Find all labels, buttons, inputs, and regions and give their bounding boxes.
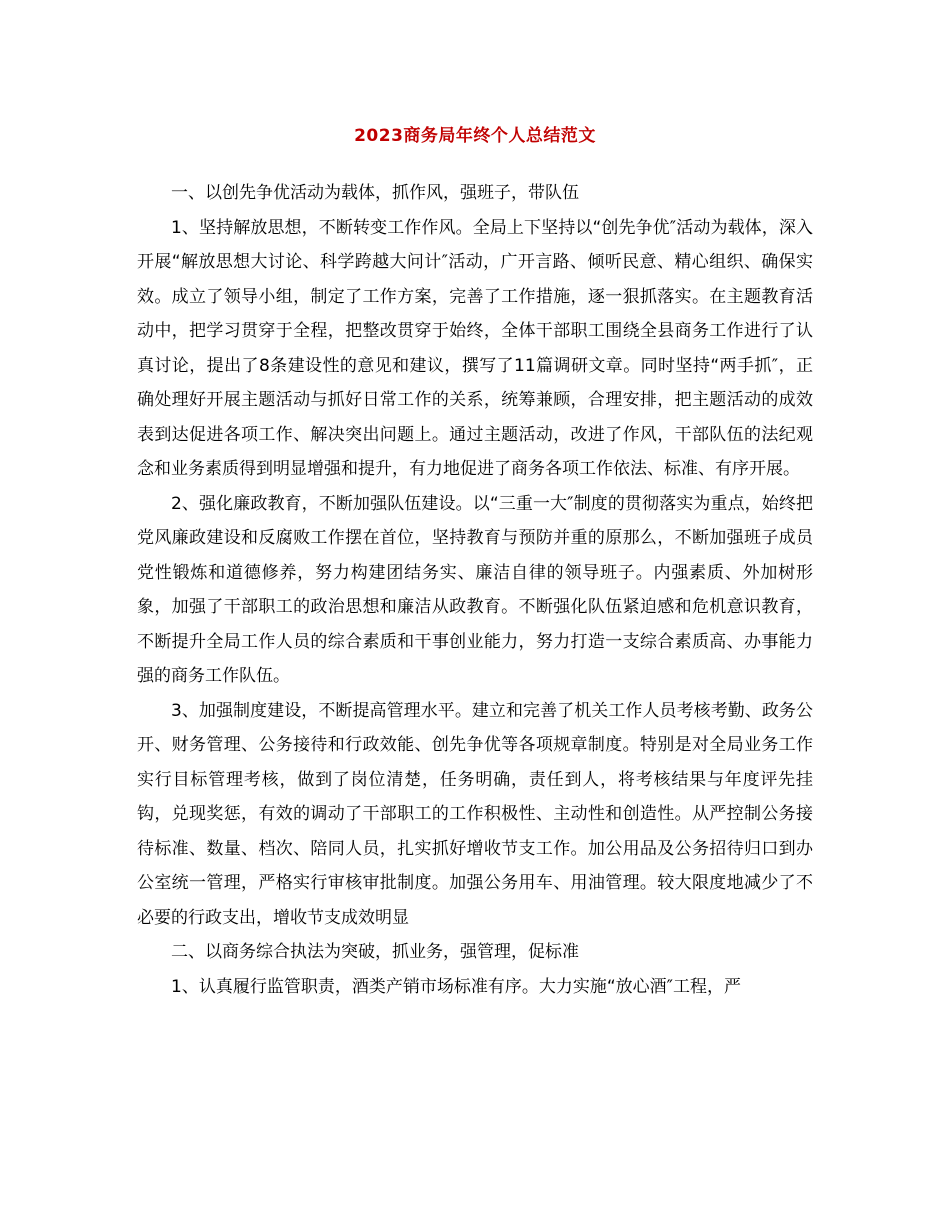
paragraph-1-3: 3、加强制度建设，不断提高管理水平。建立和完善了机关工作人员考核考勤、政务公开、财务管理、公务接待和行政效能、创先争优等各项规章制度。特别是对全局业务工作实行目标管理考核，做到了岗位清楚，任务明确，责任到人，将考核结果与年度评先挂钩，兑现奖惩，有效的调动了干部职工的工作积极性、主动性和创造性。从严控制公务接待标准、数量、档次、陪同人员，扎实抓好增收节支工作。加公用品及公务招待归口到办公室统一管理，严格实行审核审批制度。加强公务用车、用油管理。较大限度地减少了不必要的行政支出，增收节支成效明显 (137, 700, 813, 928)
paragraph-1-2: 2、强化廉政教育，不断加强队伍建设。以“三重一大″制度的贯彻落实为重点，始终把党风廉政建设和反腐败工作摆在首位，坚持教育与预防并重的原那么，不断加强班子成员党性锻炼和道德修养，努力构建团结务实、廉洁自律的领导班子。内强素质、外加树形象，加强了干部职工的政治思想和廉洁从政教育。不断强化队伍紧迫感和危机意识教育，不断提升全局工作人员的综合素质和干事创业能力，努力打造一支综合素质高、办事能力强的商务工作队伍。 (137, 493, 813, 686)
section-heading-1: 一、以创先争优活动为载体，抓作风，强班子，带队伍 (171, 183, 579, 203)
section-heading-2: 二、以商务综合执法为突破，抓业务，强管理，促标准 (171, 942, 579, 962)
paragraph-1-1: 1、坚持解放思想，不断转变工作作风。全局上下坚持以“创先争优″活动为载体，深入开展“解放思想大讨论、科学跨越大问计″活动，广开言路、倾听民意、精心组织、确保实效。成立了领导小组，制定了工作方案，完善了工作措施，逐一狠抓落实。在主题教育活动中，把学习贯穿于全程，把整改贯穿于始终，全体干部职工围绕全县商务工作进行了认真讨论，提出了8条建设性的意见和建议，撰写了11篇调研文章。同时坚持“两手抓″，正确处理好开展主题活动与抓好日常工作的关系，统筹兼顾，合理安排，把主题活动的成效表到达促进各项工作、解决突出问题上。通过主题活动，改进了作风，干部队伍的法纪观念和业务素质得到明显增强和提升，有力地促进了商务各项工作依法、标准、有序开展。 (137, 217, 813, 479)
document-title: 2023商务局年终个人总结范文 (354, 126, 596, 146)
paragraph-2-1: 1、认真履行监管职责，酒类产销市场标准有序。大力实施“放心酒″工程，严 (171, 976, 741, 997)
document-body (137, 176, 813, 1004)
